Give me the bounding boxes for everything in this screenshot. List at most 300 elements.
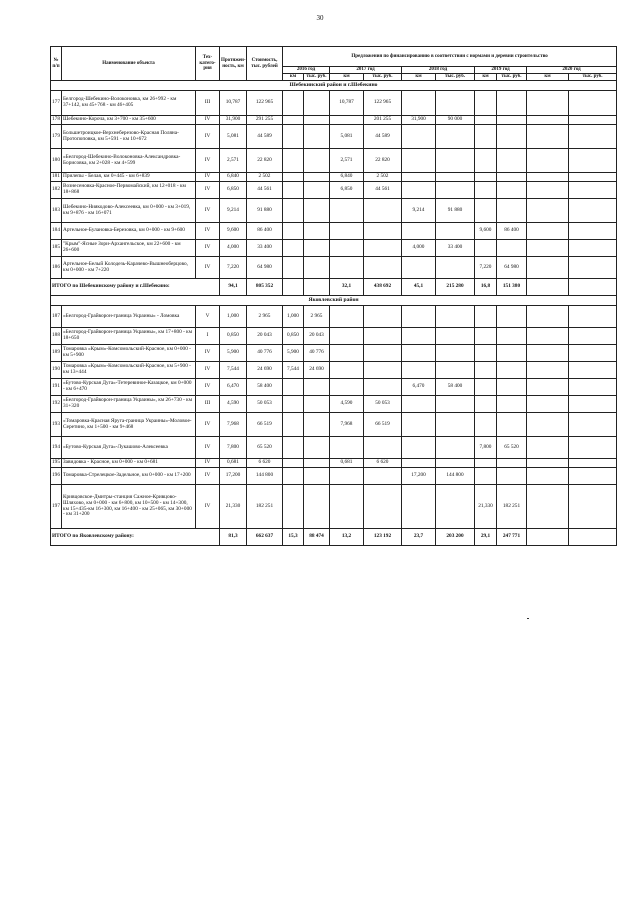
table-row	[51, 362, 617, 379]
row-name: Завидовка - Красное, км 0+000 - км 0+681	[62, 459, 196, 468]
row-length: 6,470	[220, 379, 247, 396]
row-name: Шебекино-Короча, км 3+700 - км 35+600	[62, 116, 196, 125]
row-value: 44 561	[364, 182, 402, 199]
row-name: «Белгород-Грайворон-граница Украины» - Ломовка	[62, 306, 196, 328]
row-value: 7,544	[283, 362, 304, 379]
row-cost: 22 820	[247, 149, 283, 173]
row-value	[527, 182, 569, 199]
row-cost: 20 043	[247, 328, 283, 345]
row-value: 5,081	[330, 125, 364, 149]
row-value	[436, 459, 475, 468]
row-length: 5,900	[220, 345, 247, 362]
row-category: IV	[196, 485, 220, 529]
row-value: 21,330	[475, 485, 497, 529]
row-value	[497, 379, 527, 396]
table-row	[51, 199, 617, 223]
header-sub-rub: тыс. руб.	[364, 74, 402, 81]
table-row	[51, 306, 617, 328]
table-row	[51, 485, 617, 529]
row-value	[475, 91, 497, 116]
row-cost: 291 255	[247, 116, 283, 125]
stray-mark	[527, 618, 529, 619]
row-value	[569, 328, 617, 345]
row-category: IV	[196, 173, 220, 182]
row-cost: 33 400	[247, 240, 283, 257]
row-value	[436, 173, 475, 182]
header-sub-km: км	[527, 74, 569, 81]
row-value	[436, 182, 475, 199]
row-value	[569, 459, 617, 468]
row-value	[402, 182, 436, 199]
row-value	[364, 437, 402, 459]
row-cost: 2 965	[247, 306, 283, 328]
row-value	[527, 413, 569, 437]
total-value: 15,3	[283, 529, 304, 546]
table-row	[51, 182, 617, 199]
row-length: 7,968	[220, 413, 247, 437]
row-value: 9,214	[402, 199, 436, 223]
row-value	[497, 199, 527, 223]
row-value	[475, 362, 497, 379]
row-value: 2,571	[330, 149, 364, 173]
row-value: 44 589	[364, 125, 402, 149]
row-value	[436, 328, 475, 345]
row-length: 5,081	[220, 125, 247, 149]
row-value	[497, 396, 527, 413]
row-value	[497, 91, 527, 116]
row-category: IV	[196, 362, 220, 379]
row-value	[304, 223, 330, 240]
row-number: 192	[51, 396, 62, 413]
row-value	[364, 223, 402, 240]
row-value	[436, 362, 475, 379]
row-value	[304, 468, 330, 485]
row-value	[497, 173, 527, 182]
row-number: 193	[51, 413, 62, 437]
total-value: 203 200	[436, 529, 475, 546]
row-value	[402, 91, 436, 116]
row-value: 1,000	[283, 306, 304, 328]
row-number: 188	[51, 328, 62, 345]
table-row	[51, 116, 617, 125]
header-sub-km: км	[475, 74, 497, 81]
table-row	[51, 379, 617, 396]
row-category: IV	[196, 459, 220, 468]
row-value	[569, 413, 617, 437]
row-value	[283, 173, 304, 182]
row-value	[497, 459, 527, 468]
row-value	[527, 149, 569, 173]
row-value	[330, 240, 364, 257]
row-number: 178	[51, 116, 62, 125]
total-value	[527, 529, 569, 546]
row-category: IV	[196, 125, 220, 149]
header-year: 2017 год	[330, 67, 402, 74]
row-value	[475, 182, 497, 199]
row-value: 65 520	[497, 437, 527, 459]
row-value	[569, 149, 617, 173]
row-value	[402, 306, 436, 328]
row-number: 179	[51, 125, 62, 149]
row-value	[527, 116, 569, 125]
row-value	[475, 396, 497, 413]
row-category: IV	[196, 345, 220, 362]
table-row	[51, 125, 617, 149]
row-value: 6 620	[364, 459, 402, 468]
row-number: 184	[51, 223, 62, 240]
row-value: 6,840	[330, 173, 364, 182]
row-value	[364, 379, 402, 396]
total-value	[569, 279, 617, 296]
row-number: 191	[51, 379, 62, 396]
row-cost: 122 965	[247, 91, 283, 116]
row-length: 6,850	[220, 182, 247, 199]
row-value	[475, 379, 497, 396]
row-value	[475, 199, 497, 223]
row-value	[436, 149, 475, 173]
row-name: "Крым"-Ясные Зори-Архангельское, км 22+600 - км 26+600	[62, 240, 196, 257]
row-length: 2,571	[220, 149, 247, 173]
row-category: III	[196, 91, 220, 116]
row-category: IV	[196, 240, 220, 257]
header-sub-km: км	[402, 74, 436, 81]
row-number: 185	[51, 240, 62, 257]
row-value	[304, 437, 330, 459]
row-cost: 144 800	[247, 468, 283, 485]
total-length: 81,3	[220, 529, 247, 546]
row-value	[436, 396, 475, 413]
table-row	[51, 223, 617, 240]
row-value	[402, 125, 436, 149]
row-value	[527, 396, 569, 413]
row-length: 6,840	[220, 173, 247, 182]
row-length: 4,590	[220, 396, 247, 413]
row-value	[283, 257, 304, 279]
page-number: 30	[316, 14, 324, 22]
table-row	[51, 240, 617, 257]
total-label: ИТОГО по Яковлевскому району:	[51, 529, 220, 546]
row-value	[569, 485, 617, 529]
row-value: 20 043	[304, 328, 330, 345]
row-value	[283, 413, 304, 437]
header-sub-km: км	[330, 74, 364, 81]
row-cost: 2 502	[247, 173, 283, 182]
row-value	[569, 362, 617, 379]
row-category: IV	[196, 116, 220, 125]
row-value	[402, 173, 436, 182]
row-value	[527, 468, 569, 485]
row-value	[330, 345, 364, 362]
row-value	[283, 379, 304, 396]
row-value: 64 980	[497, 257, 527, 279]
total-value: 247 771	[497, 529, 527, 546]
row-value	[475, 173, 497, 182]
row-value	[283, 125, 304, 149]
row-name: Большетроицкое-Верхнеберезово-Красная Поляна-Протопоповка, км 5+591 - км 10+672	[62, 125, 196, 149]
row-number: 190	[51, 362, 62, 379]
row-name: Кривцовское-Дмитры-станция Сажное-Кривцово-Шляхово, км 0+000 - км 6+800, км 10+500 - км 14+300, км 15+435-км 16+300, км 16+400 - км 25+065, км 30+000 - км 31+200	[62, 485, 196, 529]
row-value	[527, 173, 569, 182]
row-value	[436, 223, 475, 240]
row-length: 7,800	[220, 437, 247, 459]
row-name: «Белгород-Шебекино-Волоконовка-Александровка-Борисовка, км 2+028 - км 4+599	[62, 149, 196, 173]
header-year: 2019 год	[475, 67, 527, 74]
row-name: Артельное-Белый Колодезь-Карачево-Вышнеоберцово, км 0+000 - км 7+220	[62, 257, 196, 279]
row-value	[527, 328, 569, 345]
row-value	[527, 125, 569, 149]
header-cost: Стоимость, тыс. рублей	[247, 47, 283, 81]
total-row	[51, 279, 617, 296]
row-value: 91 880	[436, 199, 475, 223]
row-value	[330, 199, 364, 223]
row-length: 0,681	[220, 459, 247, 468]
row-name: Томаровка-Стрелецкое-Задельное, км 0+000 - км 17+200	[62, 468, 196, 485]
row-value: 33 400	[436, 240, 475, 257]
row-value	[497, 362, 527, 379]
row-value	[364, 306, 402, 328]
row-name: Белгород-Шебекино-Волоконовка, км 26+992 - км 37+142, км 45+768 - км 46+405	[62, 91, 196, 116]
table-row	[51, 459, 617, 468]
row-value: 90 000	[436, 116, 475, 125]
row-cost: 40 776	[247, 345, 283, 362]
total-value	[527, 279, 569, 296]
row-value	[527, 345, 569, 362]
row-value	[304, 485, 330, 529]
total-label: ИТОГО по Шебекинскому району и г.Шебекино:	[51, 279, 220, 296]
row-length: 9,214	[220, 199, 247, 223]
row-value	[304, 379, 330, 396]
table-row	[51, 437, 617, 459]
row-number: 187	[51, 306, 62, 328]
section-title: Яковлевский район	[51, 296, 617, 306]
row-value: 0,681	[330, 459, 364, 468]
row-value	[569, 468, 617, 485]
row-number: 195	[51, 459, 62, 468]
row-value: 22 820	[364, 149, 402, 173]
row-value: 86 400	[497, 223, 527, 240]
row-value	[527, 240, 569, 257]
row-value	[436, 413, 475, 437]
row-value: 0,850	[283, 328, 304, 345]
row-value	[283, 182, 304, 199]
row-value	[304, 149, 330, 173]
row-value	[436, 257, 475, 279]
header-number: № п/п	[51, 47, 62, 81]
row-category: IV	[196, 199, 220, 223]
row-value	[569, 379, 617, 396]
row-category: V	[196, 306, 220, 328]
row-value	[283, 468, 304, 485]
table-row	[51, 468, 617, 485]
row-value	[283, 396, 304, 413]
row-cost: 44 561	[247, 182, 283, 199]
row-number: 177	[51, 91, 62, 116]
row-value	[364, 240, 402, 257]
row-number: 180	[51, 149, 62, 173]
row-value: 7,968	[330, 413, 364, 437]
row-name: «Белгород-Грайворон-граница Украины», км 26+730 - км 31+320	[62, 396, 196, 413]
total-value	[283, 279, 304, 296]
row-cost: 66 519	[247, 413, 283, 437]
row-name: Артельное-Булановка-Березовка, км 0+000 - км 9+600	[62, 223, 196, 240]
header-year: 2020 год	[527, 67, 617, 74]
row-value	[436, 125, 475, 149]
total-value: 151 380	[497, 279, 527, 296]
row-value	[402, 149, 436, 173]
header-proposals: Предложения по финансированию в соответствии с нормами и деревни строительство	[283, 47, 617, 67]
row-value	[475, 116, 497, 125]
row-value	[475, 345, 497, 362]
row-value	[569, 257, 617, 279]
row-category: IV	[196, 437, 220, 459]
row-value: 24 690	[304, 362, 330, 379]
header-sub-rub: тыс. руб.	[497, 74, 527, 81]
row-value	[402, 396, 436, 413]
row-value	[527, 199, 569, 223]
row-value	[402, 413, 436, 437]
row-value	[283, 485, 304, 529]
row-value	[402, 437, 436, 459]
row-value	[364, 362, 402, 379]
row-value	[569, 199, 617, 223]
row-value	[304, 240, 330, 257]
table-row	[51, 149, 617, 173]
row-length: 31,900	[220, 116, 247, 125]
row-value	[436, 91, 475, 116]
row-cost: 182 251	[247, 485, 283, 529]
row-value	[527, 91, 569, 116]
row-number: 189	[51, 345, 62, 362]
row-value	[527, 485, 569, 529]
row-value	[283, 240, 304, 257]
row-value	[527, 306, 569, 328]
row-value	[497, 182, 527, 199]
row-length: 21,330	[220, 485, 247, 529]
row-value: 7,800	[475, 437, 497, 459]
row-value	[304, 199, 330, 223]
row-length: 0,850	[220, 328, 247, 345]
row-name: Томаровка «Крым»-Комсомольский-Красное, км 0+000 - км 5+900	[62, 345, 196, 362]
row-length: 7,544	[220, 362, 247, 379]
row-value	[497, 468, 527, 485]
row-value	[497, 149, 527, 173]
row-value	[283, 116, 304, 125]
row-cost: 44 589	[247, 125, 283, 149]
row-value	[497, 116, 527, 125]
row-category: IV	[196, 413, 220, 437]
table-row	[51, 328, 617, 345]
row-value	[569, 173, 617, 182]
row-name: «Бутово-Курская Дуга»-Тетеревиное-Казацкое, км 0+000 - км 6+470	[62, 379, 196, 396]
total-value: 123 192	[364, 529, 402, 546]
table-row	[51, 413, 617, 437]
row-value: 144 800	[436, 468, 475, 485]
total-value: 438 692	[364, 279, 402, 296]
row-value	[304, 91, 330, 116]
row-value	[475, 149, 497, 173]
row-number: 181	[51, 173, 62, 182]
table-row	[51, 345, 617, 362]
row-cost: 91 880	[247, 199, 283, 223]
row-value	[497, 345, 527, 362]
row-cost: 6 620	[247, 459, 283, 468]
row-value	[364, 328, 402, 345]
row-value	[569, 91, 617, 116]
row-value: 31,900	[402, 116, 436, 125]
row-value	[402, 223, 436, 240]
row-number: 194	[51, 437, 62, 459]
row-value	[436, 437, 475, 459]
row-value: 40 776	[304, 345, 330, 362]
row-value	[283, 223, 304, 240]
row-value	[330, 223, 364, 240]
row-value	[402, 485, 436, 529]
row-name: «Белгород-Грайворон-граница Украины», км 17+800 - км 18+650	[62, 328, 196, 345]
total-value	[304, 279, 330, 296]
row-value	[330, 306, 364, 328]
row-value	[364, 468, 402, 485]
row-value	[497, 125, 527, 149]
total-value	[569, 529, 617, 546]
row-value	[330, 257, 364, 279]
row-value	[283, 437, 304, 459]
row-number: 186	[51, 257, 62, 279]
row-value	[402, 362, 436, 379]
row-cost: 50 053	[247, 396, 283, 413]
row-category: IV	[196, 149, 220, 173]
row-value: 6,470	[402, 379, 436, 396]
row-value: 7,220	[475, 257, 497, 279]
total-value: 29,1	[475, 529, 497, 546]
row-value	[364, 257, 402, 279]
row-value	[497, 328, 527, 345]
row-category: IV	[196, 223, 220, 240]
row-name: «Томаровка-Красная Яруга-граница Украины»-Моловое-Серетино, км 1+500 - км 9+468	[62, 413, 196, 437]
total-value: 32,1	[330, 279, 364, 296]
row-value	[304, 459, 330, 468]
row-value: 122 965	[364, 91, 402, 116]
row-number: 183	[51, 199, 62, 223]
financing-table	[50, 46, 617, 546]
row-category: IV	[196, 182, 220, 199]
row-value	[283, 91, 304, 116]
row-value	[475, 468, 497, 485]
row-category: III	[196, 396, 220, 413]
row-length: 1,000	[220, 306, 247, 328]
row-number: 196	[51, 468, 62, 485]
row-value	[497, 413, 527, 437]
row-value: 5,900	[283, 345, 304, 362]
total-value: 16,8	[475, 279, 497, 296]
row-value	[436, 345, 475, 362]
row-value	[304, 182, 330, 199]
row-value: 182 251	[497, 485, 527, 529]
row-value	[569, 125, 617, 149]
total-value: 45,1	[402, 279, 436, 296]
row-value: 2 965	[304, 306, 330, 328]
header-sub-rub: тыс. руб.	[436, 74, 475, 81]
row-value	[330, 328, 364, 345]
row-value	[304, 116, 330, 125]
row-value: 66 519	[364, 413, 402, 437]
row-value	[330, 116, 364, 125]
row-length: 9,600	[220, 223, 247, 240]
total-cost: 662 637	[247, 529, 283, 546]
row-value	[475, 328, 497, 345]
row-value	[475, 306, 497, 328]
row-value	[330, 362, 364, 379]
row-category: IV	[196, 379, 220, 396]
